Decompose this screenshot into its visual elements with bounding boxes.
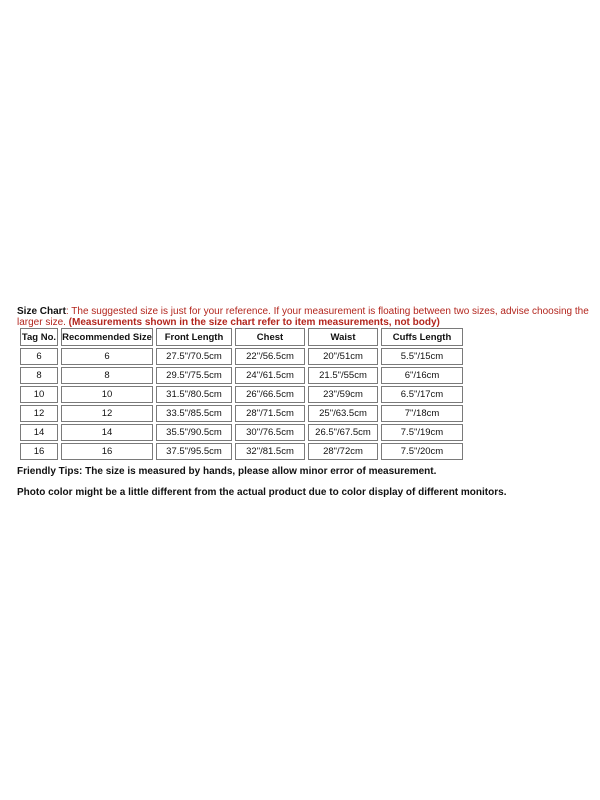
cell-front-length: 37.5"/95.5cm (156, 443, 232, 460)
cell-waist: 23"/59cm (308, 386, 378, 403)
size-chart-intro (17, 306, 592, 328)
photo-color-note: Photo color might be a little different from the actual product due to color display of different monitors. (17, 487, 507, 498)
cell-tag-no: 10 (20, 386, 58, 403)
intro-colon: : (65, 306, 69, 317)
cell-cuffs-length: 6"/16cm (381, 367, 463, 384)
cell-front-length: 35.5"/90.5cm (156, 424, 232, 441)
cell-tag-no: 8 (20, 367, 58, 384)
cell-front-length: 31.5"/80.5cm (156, 386, 232, 403)
cell-cuffs-length: 7.5"/20cm (381, 443, 463, 460)
cell-chest: 22"/56.5cm (235, 348, 305, 365)
cell-tag-no: 16 (20, 443, 58, 460)
cell-waist: 25"/63.5cm (308, 405, 378, 422)
cell-waist: 21.5"/55cm (308, 367, 378, 384)
cell-recommended-size: 14 (61, 424, 153, 441)
cell-tag-no: 6 (20, 348, 58, 365)
cell-cuffs-length: 7.5"/19cm (381, 424, 463, 441)
cell-chest: 28"/71.5cm (235, 405, 305, 422)
header-tag-no: Tag No. (20, 328, 58, 346)
cell-recommended-size: 16 (61, 443, 153, 460)
cell-recommended-size: 12 (61, 405, 153, 422)
cell-tag-no: 14 (20, 424, 58, 441)
cell-tag-no: 12 (20, 405, 58, 422)
header-cuffs-length: Cuffs Length (381, 328, 463, 346)
cell-front-length: 27.5"/70.5cm (156, 348, 232, 365)
friendly-tips-text: Friendly Tips: The size is measured by hands, please allow minor error of measurement. (17, 466, 437, 477)
cell-waist: 20"/51cm (308, 348, 378, 365)
cell-recommended-size: 10 (61, 386, 153, 403)
intro-sentence-2: (Measurements shown in the size chart refer to item measurements, not body) (65, 317, 440, 328)
cell-chest: 26"/66.5cm (235, 386, 305, 403)
cell-chest: 32"/81.5cm (235, 443, 305, 460)
cell-cuffs-length: 7"/18cm (381, 405, 463, 422)
cell-chest: 24"/61.5cm (235, 367, 305, 384)
cell-cuffs-length: 5.5"/15cm (381, 348, 463, 365)
table-row (20, 424, 463, 441)
cell-waist: 28"/72cm (308, 443, 378, 460)
table-row (20, 367, 463, 384)
cell-front-length: 29.5"/75.5cm (156, 367, 232, 384)
table-row (20, 348, 463, 365)
cell-cuffs-length: 6.5"/17cm (381, 386, 463, 403)
cell-waist: 26.5"/67.5cm (308, 424, 378, 441)
table-row (20, 405, 463, 422)
size-table (17, 326, 466, 462)
cell-chest: 30"/76.5cm (235, 424, 305, 441)
table-row (20, 386, 463, 403)
cell-recommended-size: 8 (61, 367, 153, 384)
cell-recommended-size: 6 (61, 348, 153, 365)
table-header-row (20, 328, 463, 346)
header-recommended-size: Recommended Size (61, 328, 153, 346)
cell-front-length: 33.5"/85.5cm (156, 405, 232, 422)
header-waist: Waist (308, 328, 378, 346)
size-chart-label: Size Chart (17, 306, 66, 317)
header-chest: Chest (235, 328, 305, 346)
header-front-length: Front Length (156, 328, 232, 346)
table-row (20, 443, 463, 460)
intro-sentence-1: The suggested size is just for your reference. If your measurement is floating between two sizes, advise choosing the larger size. (17, 306, 589, 328)
